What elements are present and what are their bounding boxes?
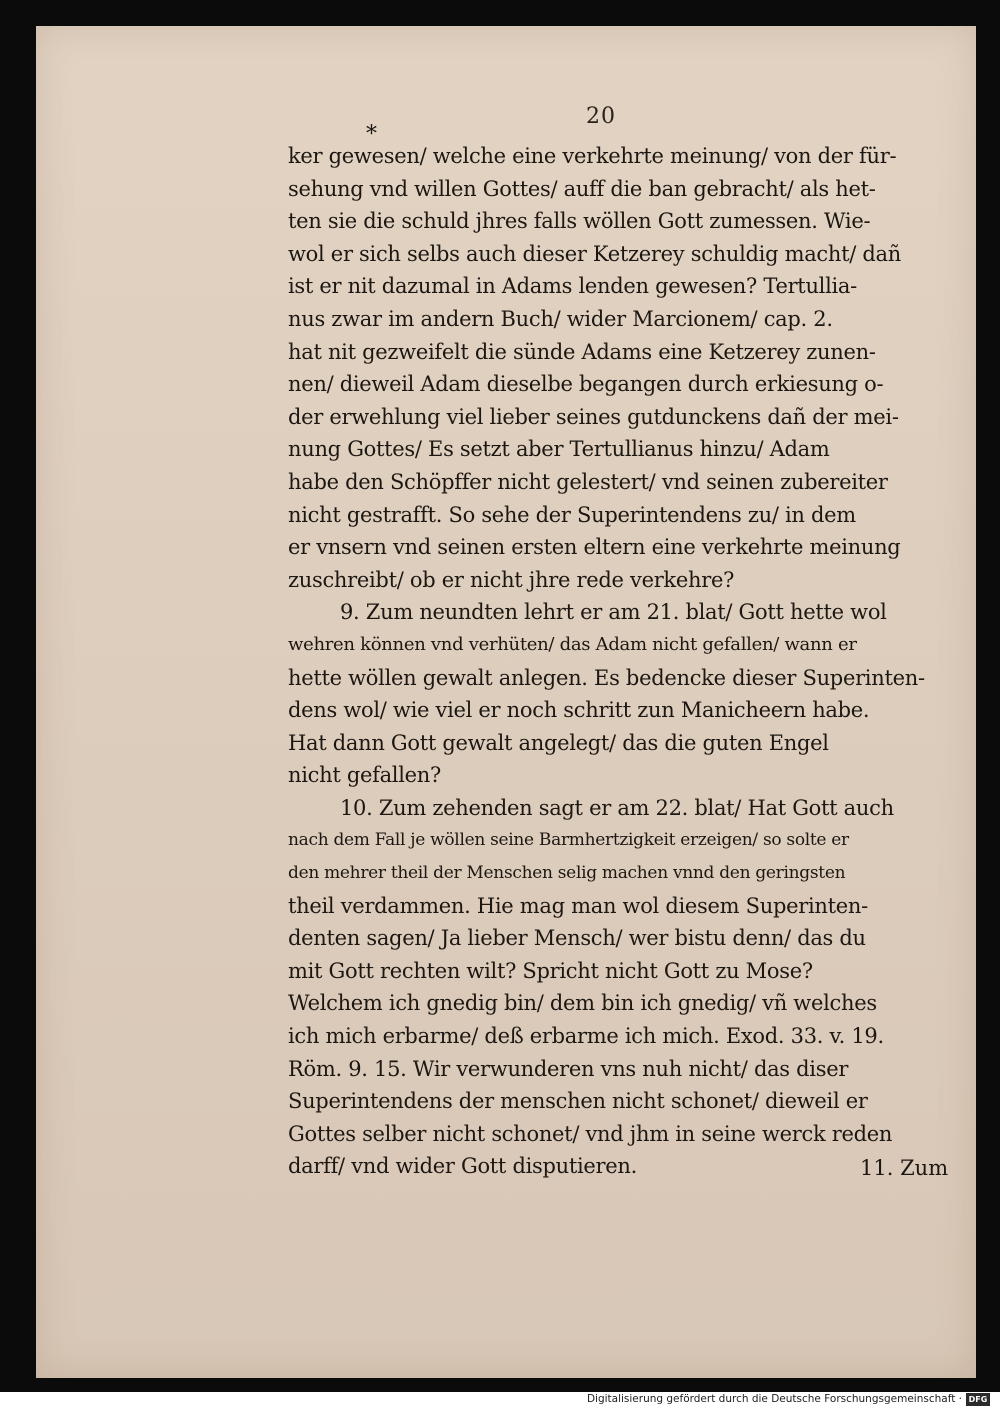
text-line: sehung vnd willen Gottes/ auff die ban gebracht/ als het- [288, 176, 876, 201]
text-line: nicht gestrafft. So sehe der Superintendens zu/ in dem [288, 502, 856, 527]
text-line: nung Gottes/ Es setzt aber Tertullianus hinzu/ Adam [288, 437, 830, 462]
catchword: 11. Zum [860, 1156, 949, 1180]
text-line: nicht gefallen? [288, 763, 441, 788]
text-line: ist er nit dazumal in Adams lenden gewesen? Tertullia- [288, 274, 857, 299]
paragraph-9-start: 9. Zum neundten lehrt er am 21. blat/ Gott hette wol [340, 600, 887, 625]
text-line: Hat dann Gott gewalt angelegt/ das die guten Engel [288, 730, 829, 755]
text-line: nen/ dieweil Adam dieselbe begangen durch erkiesung o- [288, 372, 884, 397]
text-line: wol er sich selbs auch dieser Ketzerey schuldig macht/ dañ [288, 241, 902, 266]
text-line: Superintendens der menschen nicht schonet/ dieweil er [288, 1089, 868, 1114]
text-line: er vnsern vnd seinen ersten eltern eine verkehrte meinung [288, 535, 901, 560]
text-line: zuschreibt/ ob er nicht jhre rede verkehre? [288, 567, 735, 592]
text-line: darff/ vnd wider Gott disputieren. [288, 1154, 638, 1179]
text-line: ker gewesen/ welche eine verkehrte meinung/ von der für- [288, 144, 897, 168]
text-body [288, 140, 960, 1183]
text-line: Röm. 9. 15. Wir verwunderen vns nuh nicht/ das diser [288, 1056, 849, 1081]
text-line: mit Gott rechten wilt? Spricht nicht Gott zu Mose? [288, 958, 813, 983]
paragraph-10-start: 10. Zum zehenden sagt er am 22. blat/ Hat Gott auch [340, 795, 894, 820]
asterisk-mark: * [366, 122, 377, 147]
text-line: theil verdammen. Hie mag man wol diesem Superinten- [288, 893, 868, 918]
text-line: Gottes selber nicht schonet/ vnd jhm in seine werck reden [288, 1121, 893, 1146]
text-line: nus zwar im andern Buch/ wider Marcionem/ cap. 2. [288, 306, 833, 331]
text-line: wehren können vnd verhüten/ das Adam nicht gefallen/ wann er [288, 633, 857, 655]
text-line: hat nit gezweifelt die sünde Adams eine Ketzerey zunen- [288, 339, 876, 364]
text-line: ten sie die schuld jhres falls wöllen Gott zumessen. Wie- [288, 209, 871, 234]
page-number: 20 [586, 104, 616, 129]
text-line: denten sagen/ Ja lieber Mensch/ wer bistu denn/ das du [288, 926, 866, 951]
funding-credit: Digitalisierung gefördert durch die Deutsche Forschungsgemeinschaft · [586, 1393, 962, 1405]
text-line: nach dem Fall je wöllen seine Barmhertzigkeit erzeigen/ so solte er [288, 830, 849, 851]
text-line: ich mich erbarme/ deß erbarme ich mich. Exod. 33. v. 19. [288, 1024, 884, 1049]
text-line: hette wöllen gewalt anlegen. Es bedencke dieser Superinten- [288, 665, 925, 690]
text-line: den mehrer theil der Menschen selig machen vnnd den geringsten [288, 863, 846, 884]
text-line: habe den Schöpffer nicht gelestert/ vnd seinen zubereiter [288, 469, 888, 494]
text-line: dens wol/ wie viel er noch schritt zun Manicheern habe. [288, 698, 870, 723]
text-line: der erwehlung viel lieber seines gutdunckens dañ der mei- [288, 404, 899, 429]
dfg-logo-icon: DFG [966, 1393, 990, 1406]
text-line: Welchem ich gnedig bin/ dem bin ich gnedig/ vñ welches [288, 991, 877, 1016]
